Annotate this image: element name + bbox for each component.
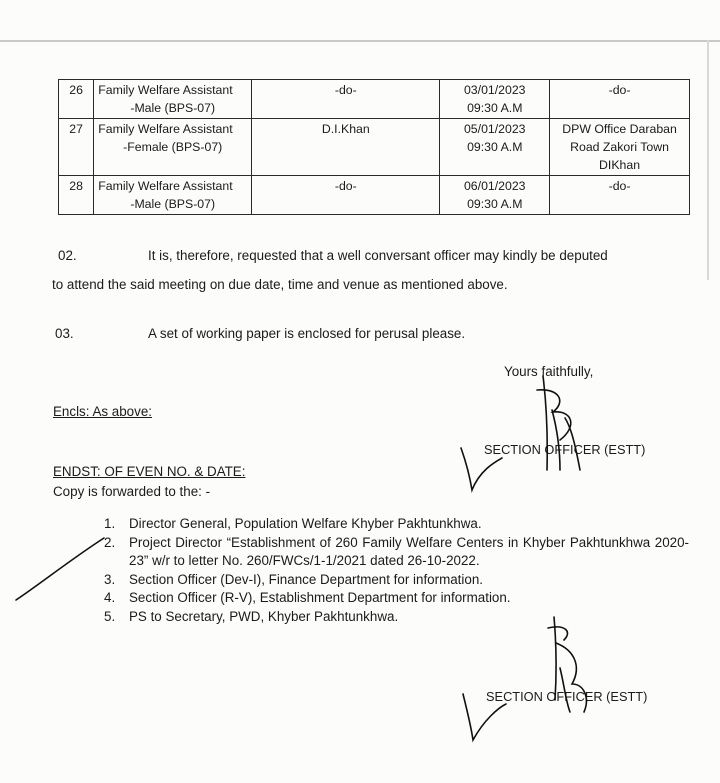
signature-2-stroke: [548, 627, 567, 640]
serial-number: 28: [59, 176, 94, 215]
venue-line1: -do-: [608, 179, 631, 193]
venue: [550, 119, 690, 176]
signatory-designation: SECTION OFFICER (ESTT): [484, 442, 646, 457]
paragraph-02-line1: It is, therefore, requested that a well conversant officer may kindly be deputed: [148, 248, 608, 263]
meeting-time: 09:30 A.M: [467, 101, 523, 115]
district: -do-: [252, 80, 440, 119]
signatory-designation: SECTION OFFICER (ESTT): [486, 689, 648, 704]
meeting-time: 09:30 A.M: [467, 197, 523, 211]
copy-forwarded-line: Copy is forwarded to the: -: [53, 484, 211, 499]
venue-line1: DPW Office Daraban: [562, 122, 677, 136]
paragraph-number: 02.: [58, 248, 77, 263]
date-time: [440, 119, 550, 176]
venue: [550, 176, 690, 215]
venue-line3: DIKhan: [599, 158, 641, 172]
meeting-time: 09:30 A.M: [467, 140, 523, 154]
post-title: [94, 119, 252, 176]
list-item: 5. PS to Secretary, PWD, Khyber Pakhtunkhwa.: [104, 608, 399, 624]
venue: [550, 80, 690, 119]
post-title-line1: Family Welfare Assistant: [98, 122, 233, 136]
post-title: [94, 80, 252, 119]
date-time: [440, 176, 550, 215]
meeting-date: 06/01/2023: [463, 179, 526, 193]
signature-1-stroke: [552, 410, 560, 470]
scan-edge-right: [707, 40, 709, 280]
endorsement-heading: ENDST: OF EVEN NO. & DATE:: [53, 464, 246, 479]
venue-line1: -do-: [608, 83, 631, 97]
serial-number: 27: [59, 119, 94, 176]
enclosures-note: Encls: As above:: [53, 404, 152, 419]
meeting-date: 05/01/2023: [463, 122, 526, 136]
date-time: [440, 80, 550, 119]
post-title: [94, 176, 252, 215]
margin-tick-stroke: [16, 538, 104, 600]
signature-2-stroke: [554, 617, 556, 700]
list-item: 1. Director General, Population Welfare Khyber Pakhtunkhwa.: [104, 516, 482, 531]
paragraph-02-line2: to attend the said meeting on due date, time and venue as mentioned above.: [52, 277, 508, 292]
venue-line2: Road Zakori Town: [570, 140, 669, 154]
closing-salutation: Yours faithfully,: [504, 364, 594, 379]
serial-number: 26: [59, 80, 94, 119]
signature-1-stroke: [537, 390, 571, 440]
post-title-line1: Family Welfare Assistant: [98, 179, 233, 193]
list-item: 3. Section Officer (Dev-I), Finance Department for information.: [104, 571, 483, 587]
paragraph-03-text: A set of working paper is enclosed for perusal please.: [148, 326, 466, 341]
distribution-list: [104, 515, 689, 626]
list-item: 4. Section Officer (R-V), Establishment Department for information.: [104, 590, 511, 605]
table-row: [59, 80, 690, 119]
table-row: [59, 176, 690, 215]
table-row: [59, 119, 690, 176]
district: -do-: [252, 176, 440, 215]
meeting-schedule-table: [58, 79, 690, 215]
post-title-line2: -Male (BPS-07): [130, 197, 216, 211]
district: D.I.Khan: [252, 119, 440, 176]
post-title-line1: Family Welfare Assistant: [98, 83, 233, 97]
post-title-line2: -Male (BPS-07): [130, 101, 216, 115]
list-item: 2. Project Director “Establishment of 260 Family Welfare Centers in Khyber Pakhtunkhwa 2020-23” w/r to letter No. 260/FWCs/1-1/2021 dated 26-10-2022.: [104, 534, 689, 568]
meeting-date: 03/01/2023: [463, 83, 526, 97]
scan-edge: [0, 40, 720, 42]
paragraph-number: 03.: [55, 326, 74, 341]
post-title-line2: -Female (BPS-07): [123, 140, 223, 154]
